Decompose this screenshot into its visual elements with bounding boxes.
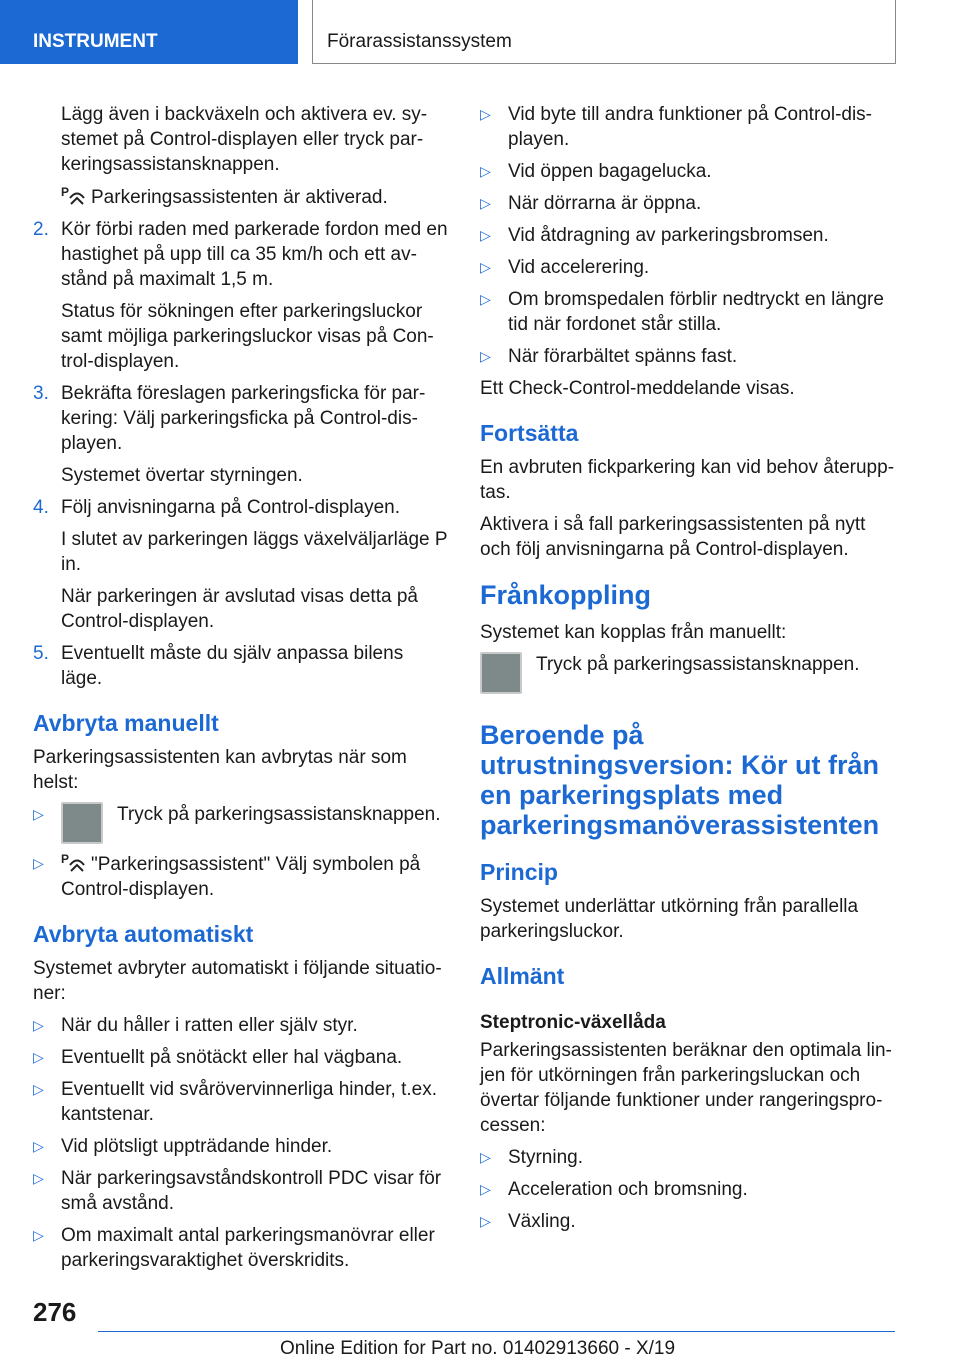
list-item: ▷ Vid plötsligt uppträdande hinder. bbox=[33, 1136, 333, 1157]
principle-text: Systemet underlättar utkörning från parallella parkeringsluckor. bbox=[480, 896, 859, 942]
section-tab bbox=[0, 0, 298, 64]
page-number: 276 bbox=[33, 1297, 77, 1327]
list-item: ▷ Eventuellt vid svårövervinnerliga hinder, t.ex. kantstenar. bbox=[33, 1079, 437, 1125]
triangle-bullet-icon: ▷ bbox=[480, 195, 491, 211]
disconnect-text: Systemet kan kopplas från manuellt: bbox=[480, 622, 787, 643]
disconnect-button-row: Tryck på parkeringsassistansknappen. bbox=[480, 652, 898, 694]
list-item: ▷ Vid byte till andra funktioner på Control-dis-playen. bbox=[480, 104, 873, 150]
heading-manual-cancel: Avbryta manuellt bbox=[33, 710, 219, 736]
step-number: 3. bbox=[33, 383, 49, 404]
list-item: ▷ Vid accelerering. bbox=[480, 257, 650, 278]
svg-text:P: P bbox=[61, 852, 70, 866]
continue-text-1: En avbruten fickparkering kan vid behov återupp-tas. bbox=[480, 457, 895, 503]
list-item: ▷ När dörrarna är öppna. bbox=[480, 193, 702, 214]
heading-principle: Princip bbox=[480, 859, 558, 885]
parking-assist-icon bbox=[61, 851, 85, 873]
heading-exit-parking: Beroende på utrustningsversion: Kör ut från en parkeringsplats med parkeringsmanöverassistenten bbox=[480, 720, 880, 840]
triangle-bullet-icon: ▷ bbox=[480, 259, 491, 275]
step-text: Bekräfta föreslagen parkeringsficka för par-kering: Välj parkeringsficka på Control-dis-playen. bbox=[61, 383, 426, 454]
triangle-bullet-icon: ▷ bbox=[480, 1181, 491, 1197]
step-2 bbox=[33, 217, 448, 292]
active-note: P Parkeringsassistenten är aktiverad. bbox=[61, 185, 388, 208]
heading-continue: Fortsätta bbox=[480, 420, 579, 446]
continue-text-2: Aktivera i så fall parkeringsassistenten på nytt och följ anvisningarna på Control-displayen. bbox=[480, 514, 866, 560]
footer-divider bbox=[98, 1331, 895, 1332]
triangle-bullet-icon: ▷ bbox=[480, 1213, 491, 1229]
list-item: ▷ När parkeringsavståndskontroll PDC visar för små avstånd. bbox=[33, 1168, 442, 1214]
manual-bullet-1: ▷ Tryck på parkeringsassistansknappen. bbox=[33, 802, 448, 844]
list-item: ▷ Eventuellt på snötäckt eller hal vägbana. bbox=[33, 1047, 403, 1068]
svg-text:P: P bbox=[61, 185, 70, 199]
parking-assist-icon bbox=[61, 184, 85, 206]
auto-intro: Systemet avbryter automatiskt i följande situatio-ner: bbox=[33, 958, 442, 1004]
triangle-bullet-icon: ▷ bbox=[33, 1017, 44, 1033]
triangle-bullet-icon: ▷ bbox=[480, 227, 491, 243]
list-item: ▷ Acceleration och bromsning. bbox=[480, 1179, 748, 1200]
chapter-title: Förarassistanssystem bbox=[327, 31, 512, 52]
intro-text: Lägg även i backväxeln och aktivera ev. sy-stemet på Control-displayen eller tryck par-keringsassistansknappen. bbox=[61, 104, 428, 175]
step-2-sub: Status för sökningen efter parkeringsluckor samt möjliga parkeringsluckor visas på Con-trol-displayen. bbox=[61, 301, 434, 372]
list-item: ▷ När du håller i ratten eller själv styr. bbox=[33, 1015, 358, 1036]
step-4-sub-2: När parkeringen är avslutad visas detta på Control-displayen. bbox=[61, 586, 418, 632]
left-column bbox=[33, 102, 448, 1280]
list-item: ▷ Växling. bbox=[480, 1211, 576, 1232]
section-title: INSTRUMENT bbox=[33, 31, 158, 52]
triangle-bullet-icon: ▷ bbox=[33, 806, 44, 822]
heading-disconnect: Frånkoppling bbox=[480, 580, 651, 610]
heading-general: Allmänt bbox=[480, 963, 565, 989]
right-column bbox=[480, 102, 898, 1241]
step-text: Följ anvisningarna på Control-displayen. bbox=[61, 497, 401, 518]
triangle-bullet-icon: ▷ bbox=[480, 106, 491, 122]
triangle-bullet-icon: ▷ bbox=[33, 1138, 44, 1154]
list-item: ▷ Vid öppen bagagelucka. bbox=[480, 161, 712, 182]
list-item: ▷ När förarbältet spänns fast. bbox=[480, 346, 738, 367]
list-item: ▷ Om bromspedalen förblir nedtryckt en längre tid när fordonet står stilla. bbox=[480, 289, 884, 335]
triangle-bullet-icon: ▷ bbox=[480, 1149, 491, 1165]
triangle-bullet-icon: ▷ bbox=[33, 1081, 44, 1097]
triangle-bullet-icon: ▷ bbox=[480, 163, 491, 179]
edition-note: Online Edition for Part no. 01402913660 - X/19 bbox=[280, 1338, 676, 1359]
manual-bullet-2: ▷ P "Parkeringsassistent" Välj symbolen på Control-displayen. bbox=[33, 852, 421, 900]
heading-steptronic: Steptronic-växellåda bbox=[480, 1012, 666, 1033]
triangle-bullet-icon: ▷ bbox=[33, 1227, 44, 1243]
step-5 bbox=[33, 641, 448, 691]
parking-button-icon bbox=[61, 802, 103, 844]
parking-button-icon bbox=[480, 652, 522, 694]
list-item: ▷ Styrning. bbox=[480, 1147, 583, 1168]
triangle-bullet-icon: ▷ bbox=[480, 348, 491, 364]
list-item: ▷ Om maximalt antal parkeringsmanövrar eller parkeringsvaraktighet överskridits. bbox=[33, 1225, 435, 1271]
step-number: 2. bbox=[33, 219, 49, 240]
triangle-bullet-icon: ▷ bbox=[33, 1170, 44, 1186]
step-4-sub-1: I slutet av parkeringen läggs växelväljarläge P in. bbox=[61, 529, 448, 575]
triangle-bullet-icon: ▷ bbox=[480, 291, 491, 307]
step-3 bbox=[33, 381, 448, 456]
list-item: ▷ Vid åtdragning av parkeringsbromsen. bbox=[480, 225, 829, 246]
manual-intro: Parkeringsassistenten kan avbrytas när som helst: bbox=[33, 747, 407, 793]
triangle-bullet-icon: ▷ bbox=[33, 1049, 44, 1065]
step-3-sub: Systemet övertar styrningen. bbox=[61, 465, 303, 486]
step-number: 4. bbox=[33, 497, 49, 518]
check-control-note: Ett Check-Control-meddelande visas. bbox=[480, 378, 795, 399]
step-text: Eventuellt måste du själv anpassa bilens läge. bbox=[61, 643, 404, 689]
step-number: 5. bbox=[33, 643, 49, 664]
step-4 bbox=[33, 495, 448, 520]
triangle-bullet-icon: ▷ bbox=[33, 855, 44, 871]
steptronic-text: Parkeringsassistenten beräknar den optimala lin-jen för utkörningen från parkeringsluckan och övertar följande funktioner under rangeringspro-cessen: bbox=[480, 1040, 892, 1136]
heading-auto-cancel: Avbryta automatiskt bbox=[33, 921, 254, 947]
chapter-tab bbox=[312, 0, 896, 64]
step-text: Kör förbi raden med parkerade fordon med en hastighet på upp till ca 35 km/h och ett av-stånd på maximalt 1,5 m. bbox=[61, 219, 448, 290]
